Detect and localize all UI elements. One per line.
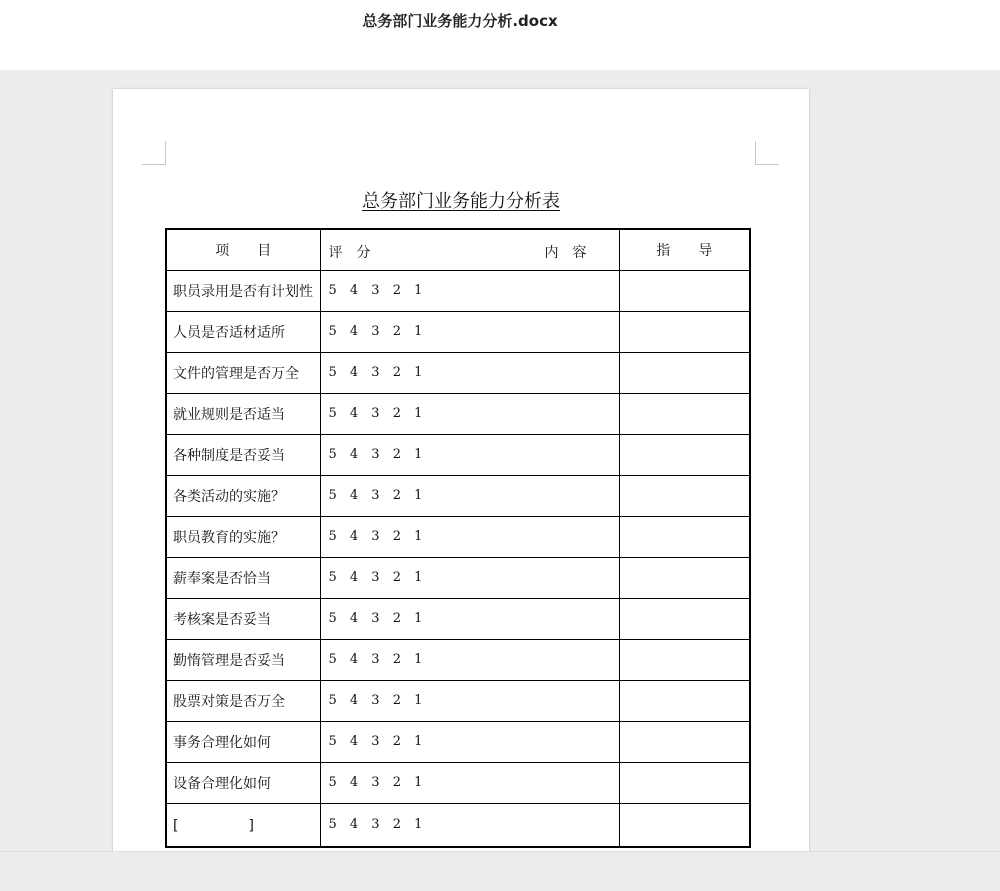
table-body [166,270,750,847]
row-item-label: 勤惰管理是否妥当 [166,639,320,680]
document-page[interactable] [113,89,809,869]
row-item-label: 各种制度是否妥当 [166,434,320,475]
row-score-options[interactable]: 5 4 3 2 1 [320,352,619,393]
header-guide: 指 导 [619,229,750,270]
row-score-options[interactable]: 5 4 3 2 1 [320,516,619,557]
header-item: 项 目 [166,229,320,270]
table-row [166,762,750,803]
table-row [166,475,750,516]
row-guide-cell[interactable] [619,721,750,762]
table-row [166,270,750,311]
title-bar [0,0,1000,70]
row-score-options[interactable]: 5 4 3 2 1 [320,393,619,434]
table-row [166,393,750,434]
row-item-label: 职员教育的实施？ [166,516,320,557]
table-row [166,352,750,393]
table-row [166,680,750,721]
row-score-options[interactable]: 5 4 3 2 1 [320,311,619,352]
row-item-label: 考核案是否妥当 [166,598,320,639]
margin-corner-top-right [755,141,779,165]
row-score-options[interactable]: 5 4 3 2 1 [320,598,619,639]
table-row [166,311,750,352]
row-score-options[interactable]: 5 4 3 2 1 [320,557,619,598]
row-score-options[interactable]: 5 4 3 2 1 [320,680,619,721]
row-guide-cell[interactable] [619,311,750,352]
row-guide-cell[interactable] [619,639,750,680]
row-guide-cell[interactable] [619,557,750,598]
row-item-label: 薪奉案是否恰当 [166,557,320,598]
row-guide-cell[interactable] [619,434,750,475]
row-guide-cell[interactable] [619,475,750,516]
row-score-options[interactable]: 5 4 3 2 1 [320,639,619,680]
row-score-options[interactable]: 5 4 3 2 1 [320,475,619,516]
margin-corner-top-left [142,141,166,165]
table-row [166,803,750,847]
header-score: 评 分 [328,245,371,261]
row-guide-cell[interactable] [619,598,750,639]
row-guide-cell[interactable] [619,393,750,434]
row-guide-cell[interactable] [619,680,750,721]
table-row [166,557,750,598]
analysis-table [165,228,751,848]
row-guide-cell[interactable] [619,803,750,847]
row-score-options[interactable]: 5 4 3 2 1 [320,803,619,847]
bottom-bar [0,851,1000,891]
row-item-label: 各类活动的实施？ [166,475,320,516]
row-item-label: 职员录用是否有计划性 [166,270,320,311]
row-score-options[interactable]: 5 4 3 2 1 [320,434,619,475]
row-item-label: 股票对策是否万全 [166,680,320,721]
row-item-label: 事务合理化如何 [166,721,320,762]
row-item-label: 设备合理化如何 [166,762,320,803]
header-score-content [320,229,619,270]
row-score-options[interactable]: 5 4 3 2 1 [320,762,619,803]
header-content: 内 容 [544,245,587,261]
table-row [166,516,750,557]
table-header-row [166,229,750,270]
row-guide-cell[interactable] [619,762,750,803]
row-guide-cell[interactable] [619,270,750,311]
row-item-label: 人员是否适材适所 [166,311,320,352]
table-row [166,721,750,762]
row-score-options[interactable]: 5 4 3 2 1 [320,270,619,311]
row-item-label: 文件的管理是否万全 [166,352,320,393]
table-row [166,434,750,475]
document-title: 总务部门业务能力分析表 [362,191,560,212]
row-score-options[interactable]: 5 4 3 2 1 [320,721,619,762]
row-guide-cell[interactable] [619,516,750,557]
row-guide-cell[interactable] [619,352,750,393]
row-item-label: [ ] [166,803,320,847]
table-row [166,639,750,680]
table-row [166,598,750,639]
file-title: 总务部门业务能力分析.docx [362,12,558,30]
row-item-label: 就业规则是否适当 [166,393,320,434]
